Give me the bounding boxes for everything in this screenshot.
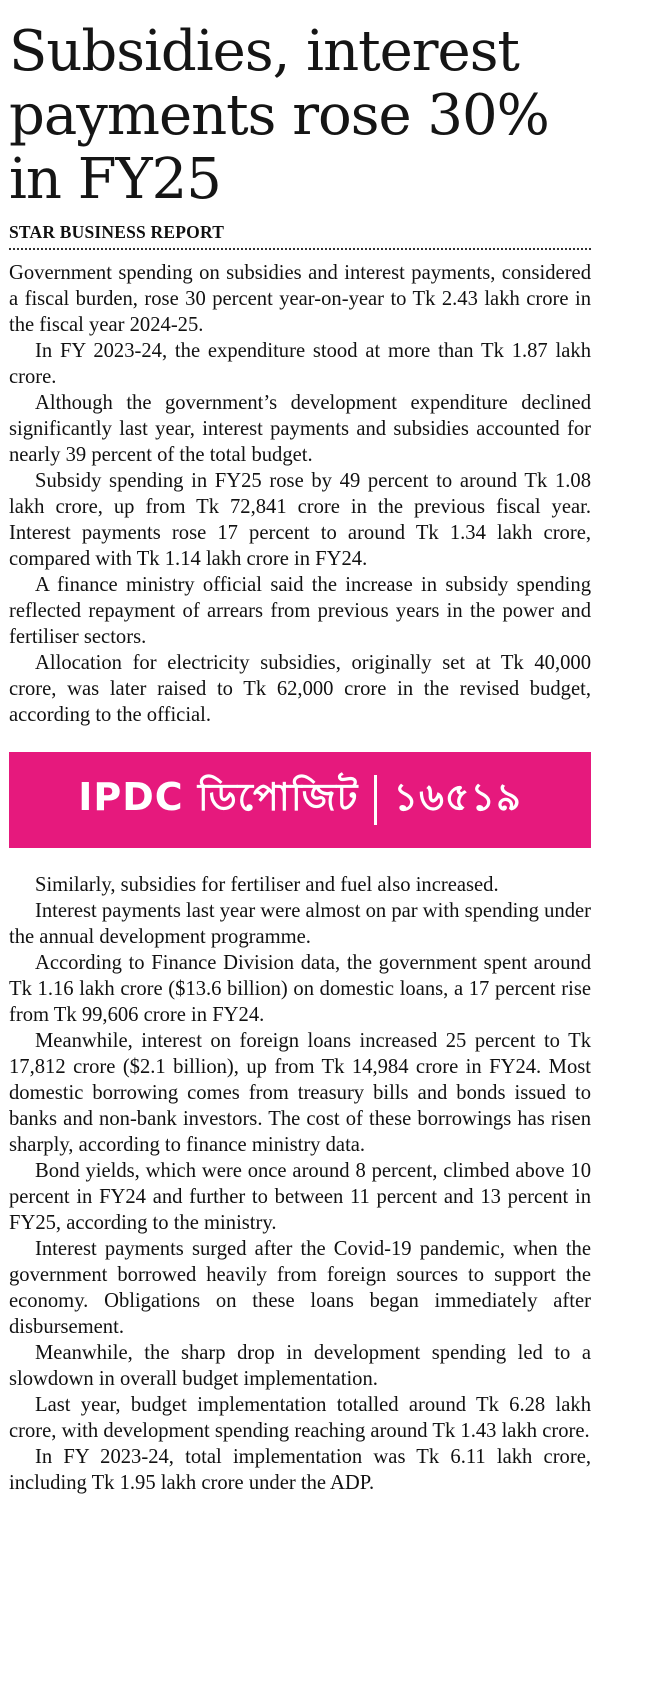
paragraph: Interest payments surged after the Covid-19 pandemic, when the government borrowed heavily from foreign sources to support the economy. Obligations on these loans began immediately after disbursement. — [9, 1238, 591, 1338]
headline: Subsidies, interest payments rose 30% in FY25 — [9, 19, 549, 212]
paragraph: In FY 2023-24, the expenditure stood at more than Tk 1.87 lakh crore. — [9, 340, 591, 388]
paragraph: Meanwhile, interest on foreign loans increased 25 percent to Tk 17,812 crore ($2.1 billion), up from Tk 14,984 crore in FY24. Most domestic borrowing comes from treasury bills and bonds issued to banks and non-bank investors. The cost of these borrowings has risen sharply, according to finance ministry data. — [9, 1030, 591, 1156]
ad-brand-text: IPDC ডিপোজিট — [78, 775, 359, 819]
article-body-bottom — [9, 872, 591, 1496]
byline-divider — [9, 248, 591, 250]
byline: STAR BUSINESS REPORT — [9, 222, 225, 242]
paragraph: Meanwhile, the sharp drop in development spending led to a slowdown in overall budget implementation. — [9, 1342, 591, 1390]
paragraph: In FY 2023-24, total implementation was Tk 6.11 lakh crore, including Tk 1.95 lakh crore under the ADP. — [9, 1446, 591, 1494]
article — [9, 0, 591, 1496]
article-body-top — [9, 260, 591, 728]
paragraph: Government spending on subsidies and interest payments, considered a fiscal burden, rose 30 percent year-on-year to Tk 2.43 lakh crore in the fiscal year 2024-25. — [9, 262, 591, 336]
paragraph: Last year, budget implementation totalled around Tk 6.28 lakh crore, with development spending reaching around Tk 1.43 lakh crore. — [9, 1394, 591, 1442]
paragraph: According to Finance Division data, the government spent around Tk 1.16 lakh crore ($13.6 billion) on domestic loans, a 17 percent rise from Tk 99,606 crore in FY24. — [9, 952, 591, 1026]
paragraph: Similarly, subsidies for fertiliser and fuel also increased. — [35, 874, 499, 896]
paragraph: Although the government’s development expenditure declined significantly last year, interest payments and subsidies accounted for nearly 39 percent of the total budget. — [9, 392, 591, 466]
paragraph: Bond yields, which were once around 8 percent, climbed above 10 percent in FY24 and further to between 11 percent and 13 percent in FY25, according to the ministry. — [9, 1160, 591, 1234]
ad-hotline-number: ১৬৫১৯ — [393, 775, 522, 819]
paragraph: Interest payments last year were almost on par with spending under the annual development programme. — [9, 900, 591, 948]
paragraph: Allocation for electricity subsidies, originally set at Tk 40,000 crore, was later raised to Tk 62,000 crore in the revised budget, according to the official. — [9, 652, 591, 726]
paragraph: A finance ministry official said the increase in subsidy spending reflected repayment of arrears from previous years in the power and fertiliser sectors. — [9, 574, 591, 648]
paragraph: Subsidy spending in FY25 rose by 49 percent to around Tk 1.08 lakh crore, up from Tk 72,841 crore in the previous fiscal year. Interest payments rose 17 percent to around Tk 1.34 lakh crore, compared with Tk 1.14 lakh crore in FY24. — [9, 470, 591, 570]
ad-divider — [374, 775, 377, 825]
ipdc-deposit-ad-banner[interactable] — [9, 752, 591, 848]
